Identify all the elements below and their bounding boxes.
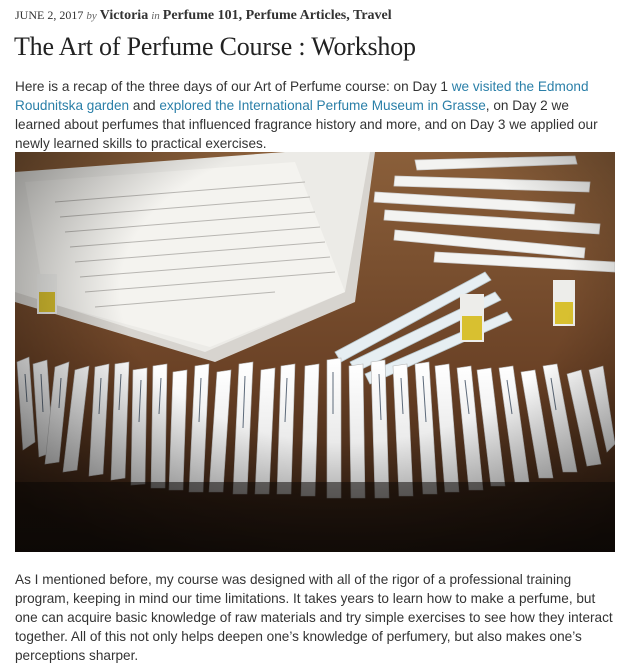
intro-text-2: and xyxy=(129,98,160,113)
author-link[interactable]: Victoria xyxy=(99,8,149,23)
category-link-perfume-101[interactable]: Perfume 101 xyxy=(162,8,239,23)
post-title: The Art of Perfume Course : Workshop xyxy=(14,32,416,61)
intro-text-3: , on Day 2 we learned about perfumes that influenced fragrance history and more, and on Day 3 we applied our newly learned skills to practical exercises. xyxy=(15,98,598,151)
intro-text-1: Here is a recap of the three days of our Art of Perfume course: on Day 1 xyxy=(15,79,452,94)
intro-paragraph xyxy=(15,77,615,153)
workshop-photo xyxy=(15,152,615,552)
workshop-photo-illustration xyxy=(15,152,615,552)
body-paragraph: As I mentioned before, my course was designed with all of the rigor of a professional training program, keeping in mind our time limitations. It takes years to learn how to make a perfume, but one can acquire basic knowledge of raw materials and try simple exercises to see how they interact together. All of this not only helps deepen one’s knowledge of perfumery, but also makes one’s perceptions sharper. xyxy=(15,572,613,663)
roudnitska-garden-link[interactable]: we visited the Edmond Roudnitska garden xyxy=(15,79,589,113)
post-meta xyxy=(15,8,392,24)
by-label: by xyxy=(86,10,97,22)
category-separator: , xyxy=(238,8,246,23)
perfume-museum-link[interactable]: explored the International Perfume Museum in Grasse xyxy=(159,98,486,113)
category-separator: , xyxy=(346,8,354,23)
in-label: in xyxy=(151,10,160,22)
category-link-travel[interactable]: Travel xyxy=(353,8,392,23)
category-link-perfume-articles[interactable]: Perfume Articles xyxy=(245,8,347,23)
photo-vignette xyxy=(15,152,615,552)
post-date: JUNE 2, 2017 xyxy=(15,8,84,22)
